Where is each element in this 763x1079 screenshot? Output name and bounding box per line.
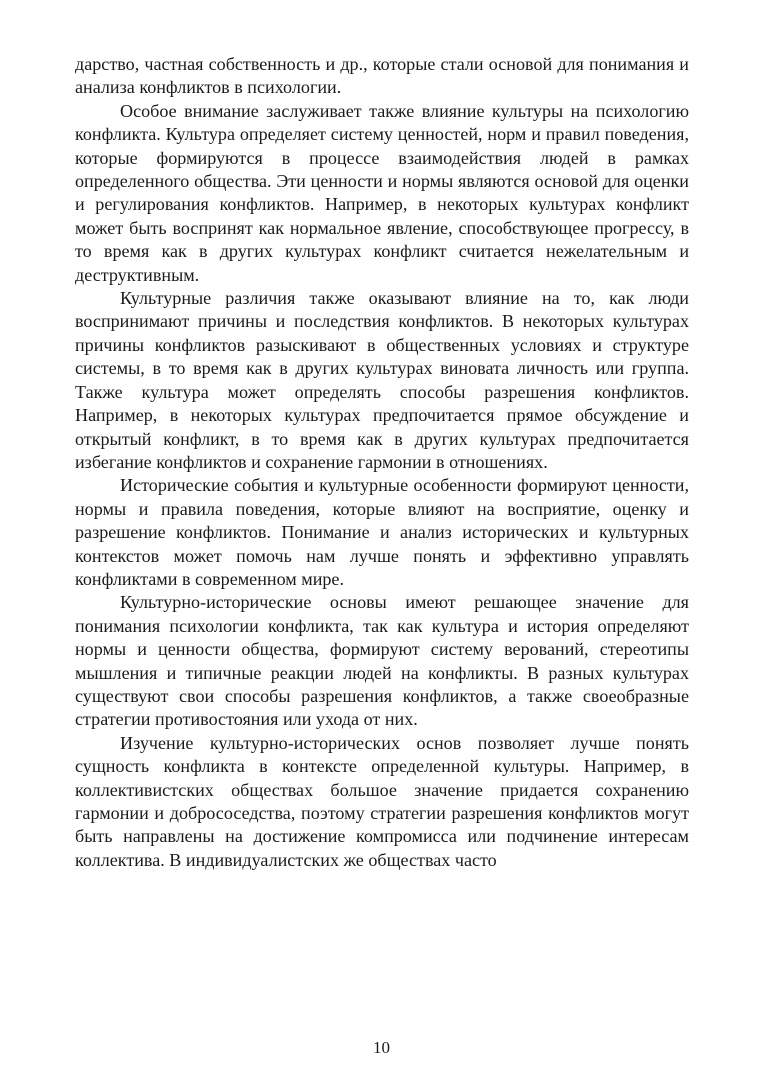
page-number: 10: [373, 1038, 390, 1057]
paragraph-study-foundations: Изучение культурно-исторических основ позволяет лучше понять сущность конфликта в контексте определенной культуры. Например, в коллективистских обществах большое значение придается сохранению гармонии и добрососедства, поэтому стратегии разрешения конфликтов могут быть направлены на достижение компромисса или подчинение интересам коллектива. В индивидуалистских же обществах часто: [75, 732, 689, 870]
paragraph-cultural-differences: Культурные различия также оказывают влияние на то, как люди воспринимают причины и последствия конфликтов. В некоторых культурах причины конфликтов разыскивают в общественных условиях и структуре системы, в то время как в других культурах виновата личность или группа. Также культура может определять способы разрешения конфликтов. Например, в некоторых культурах предпочитается прямое обсуждение и открытый конфликт, в то время как в других культурах предпочитается избегание конфликтов и сохранение гармонии в отношениях.: [75, 288, 689, 472]
paragraph-cultural-historical-foundations: Культурно-исторические основы имеют решающее значение для понимания психологии конфликта, так как культура и история определяют нормы и ценности общества, формируют систему верований, стереотипы мышления и типичные реакции людей на конфликты. В разных культурах существуют свои способы разрешения конфликтов, а также своеобразные стратегии противостояния или ухода от них.: [75, 592, 689, 730]
paragraph-historical-events: Исторические события и культурные особенности формируют ценности, нормы и правила поведения, которые влияют на восприятие, оценку и разрешение конфликтов. Понимание и анализ исторических и культурных контекстов может помочь нам лучше понять и эффективно управлять конфликтами в современном мире.: [75, 475, 689, 589]
paragraph-culture-influence: Особое внимание заслуживает также влияние культуры на психологию конфликта. Культура определяет систему ценностей, норм и правил поведения, которые формируются в процессе взаимодействия людей в рамках определенного общества. Эти ценности и нормы являются основой для оценки и регулирования конфликтов. Например, в некоторых культурах конфликт может быть воспринят как нормальное явление, способствующее прогрессу, в то время как в других культурах конфликт считается нежелательным и деструктивным.: [75, 100, 689, 285]
page-body: [75, 53, 689, 872]
paragraph-continuation: дарство, частная собственность и др., которые стали основой для понимания и анализа конфликтов в психологии.: [75, 54, 689, 98]
